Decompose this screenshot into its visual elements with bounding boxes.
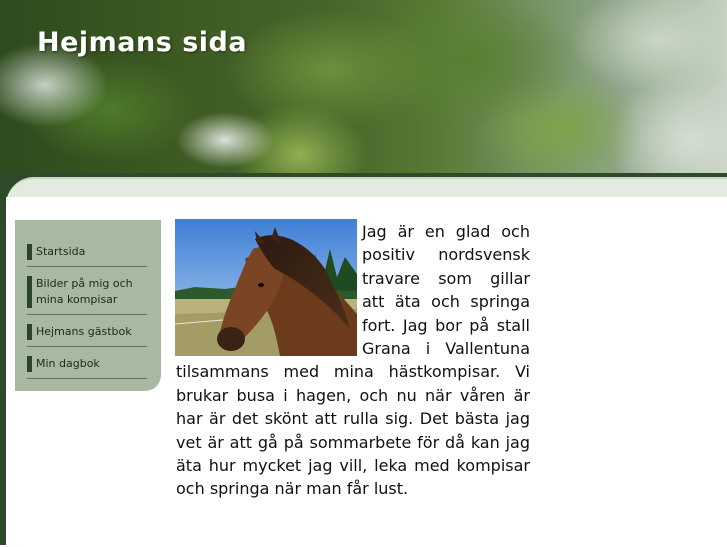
nav-item-bilder — [27, 272, 147, 315]
header-banner — [0, 0, 727, 200]
nav-link-gastbok[interactable]: Hejmans gästbok — [27, 324, 147, 340]
nav-item-gastbok — [27, 320, 147, 347]
intro-text — [176, 220, 530, 501]
site-title: Hejmans sida — [37, 27, 248, 58]
nav-link-bilder[interactable]: Bilder på mig och mina kompisar — [27, 276, 147, 308]
nav-item-dagbok — [27, 352, 147, 379]
image-spacer — [176, 220, 362, 357]
nav-item-startsida — [27, 240, 147, 267]
intro-paragraph: Jag är en glad och positiv nordsvensk travare som gillar att äta och springa fort. Jag bor på stall Grana i Vallentuna tilsammans med mina hästkompisar. Vi brukar busa i hagen, och nu när våren är har är det skönt att rulla sig. Det bästa jag vet är att gå på sommarbete för då kan jag äta hur mycket jag vill, leka med kompisar och springa när man får lust. — [176, 222, 530, 499]
nav-link-dagbok[interactable]: Min dagbok — [27, 356, 147, 372]
sidebar-nav — [15, 220, 161, 391]
nav-link-startsida[interactable]: Startsida — [27, 244, 147, 260]
